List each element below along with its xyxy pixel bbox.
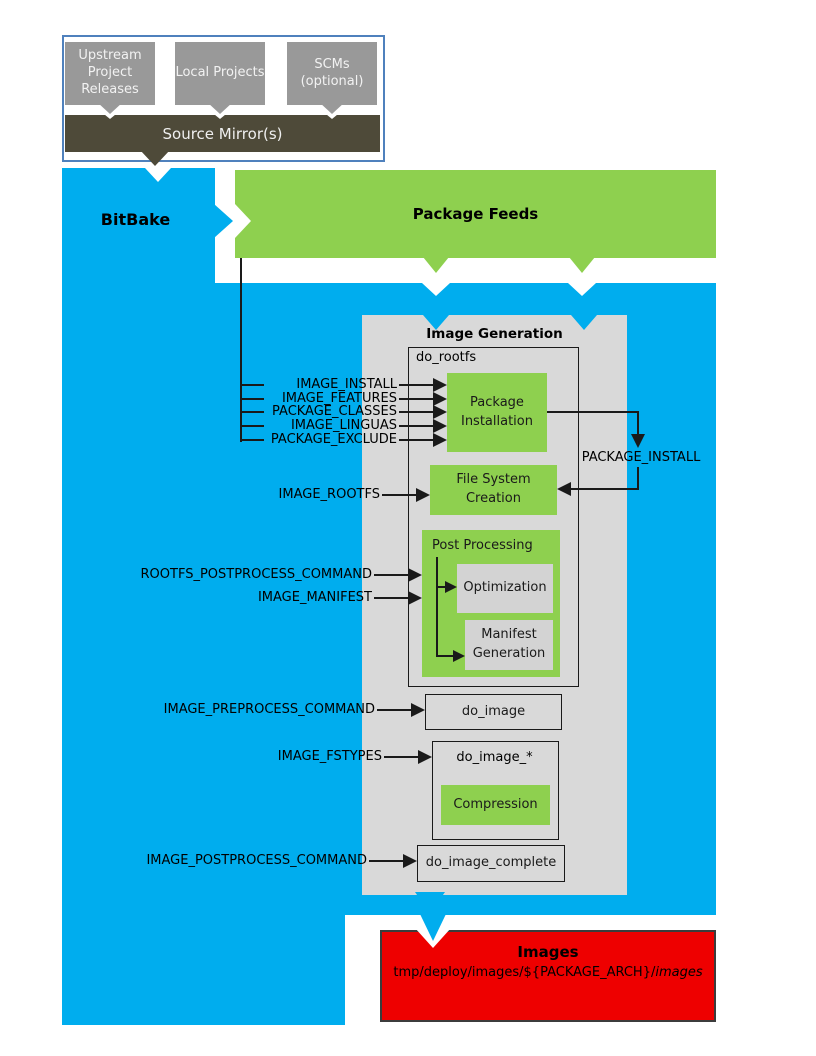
file-system-creation-label: File System Creation xyxy=(456,472,531,506)
compression-label: Compression xyxy=(453,796,538,812)
image-rootfs-arrowhead xyxy=(416,488,430,502)
notch-packagefeeds-left xyxy=(235,204,251,238)
do-image-node xyxy=(425,694,562,730)
compression-node xyxy=(441,785,550,825)
pp-tree-vertical-line xyxy=(436,557,438,657)
image-manifest-arrowhead xyxy=(408,591,422,605)
upstream-project-releases-box xyxy=(65,42,155,105)
package-classes-line xyxy=(399,411,433,413)
image-fstypes-row xyxy=(112,749,432,765)
package-classes-arrowhead xyxy=(433,405,447,419)
image-install-label: IMAGE_INSTALL xyxy=(296,377,397,392)
images-path-prefix: tmp/deploy/images/${PACKAGE_ARCH}/ xyxy=(393,965,656,980)
package-installation-label: Package Installation xyxy=(460,394,533,429)
optimization-label: Optimization xyxy=(463,580,547,596)
scms-optional-label: SCMs (optional) xyxy=(300,56,364,89)
package-feeds-label: Package Feeds xyxy=(412,205,539,223)
local-projects-label: Local Projects xyxy=(175,65,265,81)
do-image-label: do_image xyxy=(461,703,526,719)
package-installation-node xyxy=(447,373,547,452)
package-exclude-arrowhead xyxy=(433,433,447,447)
image-manifest-row xyxy=(102,590,422,606)
image-fstypes-line xyxy=(384,756,418,758)
bitbake-bottom-column xyxy=(62,915,345,1025)
image-rootfs-row xyxy=(110,487,430,503)
image-rootfs-label: IMAGE_ROOTFS xyxy=(278,487,380,502)
image-postprocess-row xyxy=(97,853,417,869)
manifest-generation-node xyxy=(465,620,553,670)
pkginstall-arrowhead-down xyxy=(631,434,645,448)
chevron-scms-down xyxy=(319,102,345,114)
image-rootfs-line xyxy=(382,494,416,496)
local-projects-box xyxy=(175,42,265,105)
image-linguas-arrowhead xyxy=(433,419,447,433)
package-exclude-line xyxy=(399,439,433,441)
image-manifest-line xyxy=(374,597,408,599)
chevron-upstream-down xyxy=(97,102,123,114)
package-exclude-row xyxy=(127,432,447,448)
image-fstypes-label: IMAGE_FSTYPES xyxy=(277,749,382,764)
chevron-bitbake-to-images xyxy=(420,914,446,941)
file-system-creation-node xyxy=(430,465,557,515)
chevron-into-imagegen-right xyxy=(571,315,597,330)
do-image-complete-label: do_image_complete xyxy=(425,855,557,871)
pkginstall-elbow1-h xyxy=(547,411,639,413)
package-feeds-box xyxy=(235,170,716,258)
image-postprocess-arrowhead xyxy=(403,854,417,868)
image-manifest-label: IMAGE_MANIFEST xyxy=(257,590,372,605)
upstream-project-releases-label: Upstream Project Releases xyxy=(78,48,142,97)
do-image-complete-node xyxy=(417,845,565,882)
do-image-star-label: do_image_* xyxy=(456,750,533,765)
image-fstypes-arrowhead xyxy=(418,750,432,764)
bitbake-label: BitBake xyxy=(100,210,171,229)
package-exclude-label: PACKAGE_EXCLUDE xyxy=(270,432,397,447)
images-path xyxy=(382,965,714,980)
image-postprocess-command-label: IMAGE_POSTPROCESS_COMMAND xyxy=(146,853,367,868)
chevron-packagefeeds-down-right xyxy=(569,257,595,273)
rootfs-postprocess-row xyxy=(102,567,422,583)
image-postprocess-line xyxy=(369,860,403,862)
source-mirror-bar xyxy=(65,115,380,152)
notch-band-left xyxy=(422,283,450,296)
chevron-local-down xyxy=(207,102,233,114)
chevron-packagefeeds-down-left xyxy=(423,257,449,273)
images-title: Images xyxy=(517,943,579,961)
rootfs-postprocess-line xyxy=(374,574,408,576)
manifest-generation-label: Manifest Generation xyxy=(472,627,546,661)
image-preprocess-line xyxy=(377,709,411,711)
notch-into-bitbake xyxy=(145,168,171,182)
image-generation-title: Image Generation xyxy=(426,326,563,342)
image-linguas-line xyxy=(399,425,433,427)
image-features-label: IMAGE_FEATURES xyxy=(281,391,397,406)
do-rootfs-label: do_rootfs xyxy=(416,350,477,365)
image-install-line xyxy=(399,384,433,386)
chevron-into-imagegen-left xyxy=(423,315,449,330)
chevron-imagegen-exit xyxy=(415,892,445,914)
pp-branch-optimization-arrowhead xyxy=(445,581,457,593)
chevron-bitbake-to-packagefeeds xyxy=(214,204,233,238)
chevron-mirror-to-bitbake xyxy=(140,150,170,166)
package-classes-label: PACKAGE_CLASSES xyxy=(272,404,397,419)
scms-optional-box xyxy=(287,42,377,105)
image-install-arrowhead xyxy=(433,378,447,392)
image-features-line xyxy=(399,398,433,400)
pp-branch-manifest-arrowhead xyxy=(453,650,465,662)
pkginstall-elbow2-h xyxy=(571,488,639,490)
image-preprocess-arrowhead xyxy=(411,703,425,717)
rootfs-postprocess-arrowhead xyxy=(408,568,422,582)
image-preprocess-command-label: IMAGE_PREPROCESS_COMMAND xyxy=(163,702,375,717)
pkginstall-elbow2-v xyxy=(637,467,639,489)
post-processing-label: Post Processing xyxy=(432,538,533,553)
image-linguas-label: IMAGE_LINGUAS xyxy=(290,418,397,433)
notch-band-right xyxy=(568,283,596,296)
optimization-node xyxy=(457,564,553,613)
images-path-italic: images xyxy=(655,965,703,980)
image-preprocess-row xyxy=(105,702,425,718)
pp-branch-manifest-line xyxy=(436,655,454,657)
source-mirror-label: Source Mirror(s) xyxy=(162,124,283,143)
package-install-label: PACKAGE_INSTALL xyxy=(581,450,701,465)
rootfs-postprocess-command-label: ROOTFS_POSTPROCESS_COMMAND xyxy=(140,567,372,582)
pkginstall-arrowhead-left xyxy=(557,482,571,496)
